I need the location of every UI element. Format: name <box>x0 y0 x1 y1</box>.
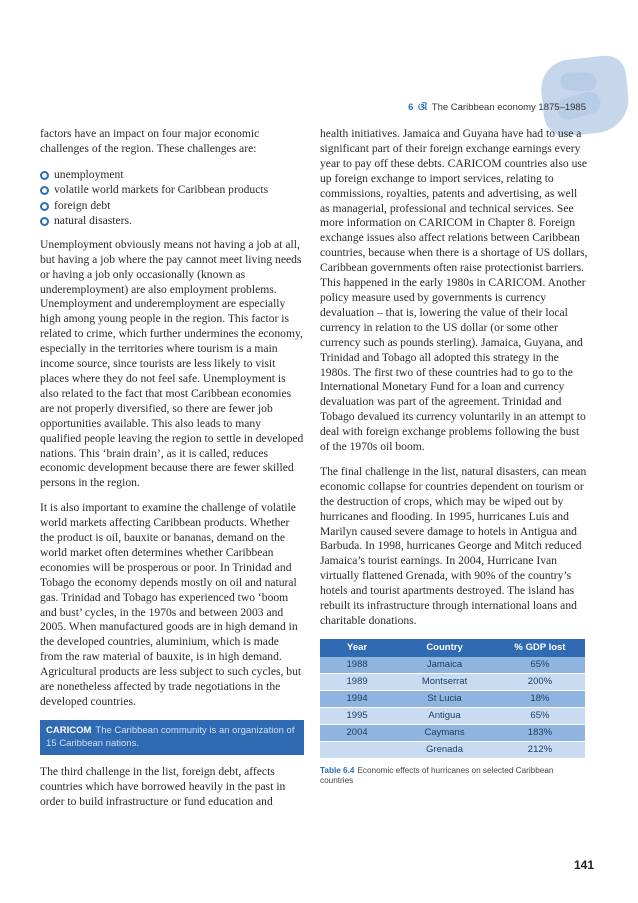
table-caption <box>320 766 588 787</box>
hurricane-effects-table <box>320 639 585 759</box>
table-cell: 1995 <box>320 707 394 724</box>
callout-text: The Caribbean community is an organization of 15 Caribbean nations. <box>46 724 295 749</box>
table-cell: Antigua <box>394 707 495 724</box>
left-paragraph-4: The third challenge in the list, foreign debt, affects countries which have borrowed heavily in the past in order to build infrastructure or fund education and <box>40 764 286 808</box>
left-paragraph-1: factors have an impact on four major economic challenges of the region. These challenges are: <box>40 127 260 155</box>
table-cell <box>320 741 394 758</box>
bullet-icon <box>40 171 49 180</box>
right-paragraph-1: health initiatives. Jamaica and Guyana have had to use a significant part of their foreign exchange earnings every year to pay off these debts. CARICOM countries also use up foreign exchange to import services, relating to commissions, royalties, patents and advertising, as well as managerial, professional and technical services. See more information on CARICOM in Chapter 8. Foreign exchange issues also affect relations between Caribbean countries, because when there is a shortage of US dollars, Caribbean governments often raise protectionist barriers. This happened in the early 1980s in CARICOM. Another policy measure used by governments is currency devaluation – that is, lowering the value of their local currency in relation to the US dollar (or some other currency such as pounds sterling). Jamaica, Guyana, and Trinidad and Tobago all adopted this strategy in the 1980s. The first two of these countries had to go to the International Monetary Fund for a loan and currency devaluation was part of the agreement. Trinidad and Tobago devalued its currency voluntarily in an attempt to deal with foreign exchange problems following the bust of the 1970s oil boom. <box>320 127 588 454</box>
list-item <box>40 198 304 214</box>
chapter-number: 6 <box>408 102 414 113</box>
page-number: 141 <box>573 858 594 872</box>
table-caption-label: Table 6.4 <box>320 765 355 775</box>
chapter-ornament-icon: ଔ <box>418 102 428 113</box>
table-caption-text: Economic effects of hurricanes on selected Caribbean countries <box>320 765 554 786</box>
table-cell: 200% <box>495 673 585 690</box>
table-row <box>320 657 585 674</box>
table-row <box>320 707 585 724</box>
table-header-row <box>320 639 585 657</box>
bullet-icon <box>40 217 49 226</box>
table-cell: 1994 <box>320 690 394 707</box>
bullet-icon <box>40 186 49 195</box>
list-item <box>40 182 304 198</box>
list-item-text: foreign debt <box>54 198 111 212</box>
bullet-icon <box>40 202 49 211</box>
list-item-text: unemployment <box>54 167 124 181</box>
table-cell: Jamaica <box>394 657 495 674</box>
table-cell: St Lucia <box>394 690 495 707</box>
table-cell: 1988 <box>320 657 394 674</box>
left-paragraph-2: Unemployment obviously means not having a job at all, but having a job where the pay cannot meet living needs or having a job only occasionally (known as underemployment) are also employment problems. Unemployment and underemployment are especially high among young people in the region. This factor is related to crime, which further undermines the economy, especially in the territories where tourism is a main income source, since tourists are less likely to visit places where they do not feel safe. Unemployment is also related to the fact that most Caribbean economies are not properly diversified, so there are fewer job opportunities available. This also leads to many qualified people leaving the region to settle in developed nations. This ‘brain drain’, as it is called, reduces economic development because there are fewer skilled persons in the region. <box>40 237 304 490</box>
list-item-text: natural disasters. <box>54 214 132 228</box>
table-cell: 212% <box>495 741 585 758</box>
table-cell: 65% <box>495 707 585 724</box>
left-paragraph-3: It is also important to examine the challenge of volatile world markets affecting Caribbean products. Whether the product is oil, bauxite or bananas, demand on the world market often determines whether Caribbean economies will be prosperous or poor. In Trinidad and Tobago the economy depends mostly on oil and natural gas. Trinidad and Tobago has experienced two ‘boom and bust’ cycles, in the 1970s and between 2003 and 2005. When manufactured goods are in high demand in the developed countries, aluminium, which is made from the raw material of bauxite, is in high demand. Agricultural products are less subject to such cycles, but are nonetheless affected by trade negotiations in the developed countries. <box>40 501 302 708</box>
list-item-text: volatile world markets for Caribbean products <box>54 183 269 197</box>
table-cell: 65% <box>495 657 585 674</box>
table-row <box>320 673 585 690</box>
table-header-year: Year <box>320 639 394 657</box>
table-row <box>320 724 585 741</box>
table-row <box>320 741 585 758</box>
table-header-country: Country <box>394 639 495 657</box>
table-cell: Grenada <box>394 741 495 758</box>
table-row <box>320 690 585 707</box>
table-cell: Caymans <box>394 724 495 741</box>
chapter-corner-logo <box>538 54 631 139</box>
right-column <box>320 127 588 787</box>
challenges-list <box>40 167 304 229</box>
table-cell: 183% <box>495 724 585 741</box>
running-title: The Caribbean economy 1875–1985 <box>431 102 586 113</box>
list-item <box>40 167 304 183</box>
caricom-definition-box <box>40 720 304 755</box>
logo-shape-top <box>560 72 597 91</box>
callout-term: CARICOM <box>46 724 92 736</box>
table-cell: 18% <box>495 690 585 707</box>
right-paragraph-2: The final challenge in the list, natural disasters, can mean economic collapse for countries dependent on tourism or the destruction of crops, which may be wiped out by hurricanes and flooding. In 1995, hurricanes Luis and Marilyn caused severe damage to hotels in Antigua and Barbuda. In 1998, hurricanes George and Mitch reduced Jamaica’s tourist earnings. In 2004, Hurricane Ivan virtually flattened Grenada, with 90% of the country’s hotels and tourist apartments destroyed. The island has rebuilt its infrastructure through international loans and charitable donations. <box>320 464 587 627</box>
table-cell: 1989 <box>320 673 394 690</box>
left-column <box>40 127 304 820</box>
list-item <box>40 213 304 229</box>
running-header <box>408 102 586 113</box>
table-header-gdp: % GDP lost <box>495 639 585 657</box>
table-cell: Montserrat <box>394 673 495 690</box>
table-cell: 2004 <box>320 724 394 741</box>
